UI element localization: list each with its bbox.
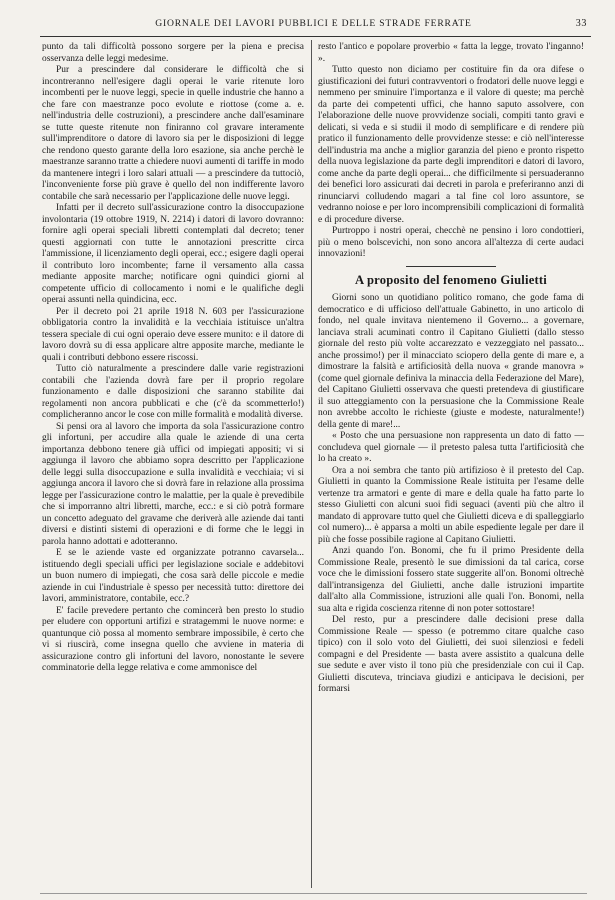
paragraph: E se le aziende vaste ed organizzate potranno cavarsela... istituendo degli speciali uffici per legislazione sociale e addebitovi un buon numero di impiegati, che cosa sarà delle piccole e medie aziende in cui l'industriale è spesso per necessità tutto: direttore dei lavori, amministratore, contabile, ecc.? — [42, 548, 304, 604]
article-title: A proposito del fenomeno Giulietti — [355, 272, 547, 287]
paragraph: Anzi quando l'on. Bonomi, che fu il primo Presidente della Commissione Reale, presentò le sue dimissioni da tal carica, corse voce che le dimissioni fossero state suggerite all'on. Bonomi oltrechè dall'intransigenza del Giulietti, anche dalle istruzioni impartite dall'alto alla Commissione, istruzioni alle quali l'on. Bonomi, nella sua alta e rigida coscienza ritenne di non poter sottostare! — [318, 546, 584, 614]
paragraph: Pur a prescindere dal considerare le difficoltà che si incontreranno nell'esigere dagli operai le varie ritenute loro incombenti per le nuove leggi, specie in quelle industrie che hanno a che fare con maestranze poco evolute e riottose (come a. e. nell'industria delle costruzioni), a prescindere anche dall'esaminare se tutte queste ritenute non finiranno col gravare interamente sull'imprenditore o datore di lavoro sia per le disposizioni di legge che rendono questo garante della loro esazione, sia anche perchè le maestranze saranno tratte a chiedere nuovi aumenti di tariffe in modo da mantenere integri i loro salari attuali — a prescindere da tuttociò, l'inconveniente forse più grave è quello del non indifferente lavoro contabile che sarà necessario per l'applicazione delle nuove leggi. — [42, 65, 304, 202]
page-header — [40, 14, 587, 32]
paragraph: Si pensi ora al lavoro che importa da sola l'assicurazione contro gli infortuni, per accudire alla quale le aziende di una certa importanza debbono tenere già uffici od impiegati appositi; vi si aggiunga il lavoro che abbiamo sopra descritto per l'applicazione delle leggi sulla disoccupazione e sulla invalidità e vecchiaia; vi si aggiunga ancora il lavoro che si dovrà fare in relazione alla prossima legge per l'assicurazione contro le malattie, per la quale è prevedibile che si imporranno altri libretti, marche, ecc.: e si ciò potrà formare un concetto adeguato del gravame che deriverà alle aziende dai tanti diversi e distinti sistemi di operazioni e di forme che le leggi in parola hanno adottati e adotteranno. — [42, 421, 304, 547]
paragraph: Infatti per il decreto sull'assicurazione contro la disoccupazione involontaria (19 ottobre 1919, N. 2214) i datori di lavoro dovranno: fornire agli operai speciali libretti contemplati dal decreto; tener questi aggiornati con tutte le annotazioni prescritte circa l'ammissione, il licenziamento degli operai, ecc.; esigere dagli operai il contributo loro incombente; farne il versamento alla cassa mediante apposite marche; notificare ogni quindici giorni al competente ufficio di collocamento i nomi e le qualifiche degli operai assunti nella quindicina, ecc. — [42, 203, 304, 305]
paragraph: Ora a noi sembra che tanto più artifizioso è il pretesto del Cap. Giulietti in quanto la Commissione Reale istituita per l'esame delle vertenze tra armatori e gente di mare e della quale ha fatto parte lo stesso Giulietti con alcuni suoi fidi seguaci (aventi più che altro il mandato di approvare tutto quel che Giulietti diceva e di spalleggiarlo col numero)... è apparsa a molti un abile espediente legale per dare il più che fosse possibile ragione al Capitano Giulietti. — [318, 465, 584, 545]
journal-title: GIORNALE DEI LAVORI PUBBLICI E DELLE STRADE FERRATE — [155, 17, 472, 29]
paragraph: resto l'antico e popolare proverbio « fatta la legge, trovato l'inganno! ». — [318, 42, 584, 64]
header-rule — [40, 36, 591, 37]
article-body — [318, 293, 584, 696]
right-column — [318, 42, 584, 696]
paragraph: Tutto questo non diciamo per costituire fin da ora difese o giustificazioni dei futuri contravventori o frodatori delle nuove leggi e nemmeno per sminuire l'importanza e il valore di queste; ma perchè da parte dei competenti uffici, che hanno saputo assolvere, con l'elaborazione delle nuove provvidenze sociali, compiti tanto gravi e delicati, si veda e si studii il modo di semplificare e di rendere più pratico il funzionamento delle provvidenze stesse: e ciò nell'interesse dell'industria ma anche a miglior garanzia del pieno e pronto rispetto della nuova legislazione da parte degli imprenditori e datori di lavoro, come anche da parte degli operai... che difficilmente si persuaderanno dei benefici loro assicurati dai decreti in parola e preferiranno anzi di rinunciarvi colludendo magari a tal fine col loro assuntore, se vedranno noiose e per loro incomprensibili complicazioni di formalità e di procedure diverse. — [318, 65, 584, 225]
paragraph: Tutto ciò naturalmente a prescindere dalle varie registrazioni contabili che l'azienda dovrà fare per il proprio regolare funzionamento e dalle disposizioni che saranno stabilite dai regolamenti non ancora pubblicati e che (c'è da scommetterlo!) complicheranno ancor le cose con mille formalità e modalità diverse. — [42, 364, 304, 420]
section-separator — [406, 266, 496, 267]
paragraph: Giorni sono un quotidiano politico romano, che gode fama di democratico e di ufficioso dell'attuale Gabinetto, in uno articolo di fondo, nel quale invitava nientemeno il Governo... a governare, lanciava strali acuminati contro il Capitano Giulietti (dallo stesso giornale del resto più volte accarezzato e vezzeggiato nel passato... anche prossimo!) per il minacciato sciopero della gente di mare e, a dimostrare la falsità e artificiosità della nuova « grande manovra » (come quel giornale definiva la minaccia della Federazione del Mare), del Capitano Giulietti osservava che questi pretendeva di giustificare il suo atteggiamento con la persuasione che la Commissione Reale non avrebbe accolto le richieste (giuste e modeste, naturalmente!) della gente di mare!... — [318, 293, 584, 430]
paragraph: Purtroppo i nostri operai, checchè ne pensino i loro condottieri, più o meno bolscevichi, non sono ancora all'altezza di certe audaci innovazioni! — [318, 226, 584, 259]
column-divider — [311, 40, 312, 888]
bottom-rule — [40, 893, 587, 894]
page-number: 33 — [575, 17, 587, 29]
paragraph: Del resto, pur a prescindere dalle decisioni prese dalla Commissione Reale — spesso (e potremmo citare qualche caso tipico) con il solo voto del Giulietti, dei suoi silenziosi e fedeli compagni e del Presidente — basta avere assistito a qualcuna delle sue sedute e aver visto il tono più che presidenziale con cui il Cap. Giulietti discuteva, trinciava giudizi e anticipava le decisioni, per formarsi — [318, 615, 584, 694]
paragraph: E' facile prevedere pertanto che comincerà ben presto lo studio per eludere con opportuni artifizi e stratagemmi le nuove norme: e quantunque ciò possa al momento sembrare impossibile, è certo che vi si riuscirà, come insegna quello che avviene in materia di assicurazione contro gli infortuni del lavoro, nonostante le severe comminatorie della legge relativa e come ammonisce del — [42, 605, 304, 673]
paragraph: punto da tali difficoltà possono sorgere per la piena e precisa osservanza delle leggi medesime. — [42, 42, 304, 64]
right-column-continuation — [318, 42, 584, 261]
paragraph: Per il decreto poi 21 aprile 1918 N. 603 per l'assicurazione obbligatoria contro la invalidità e la vecchiaia istituisce un'altra tessera speciale di cui ogni operaio deve essere munito: e il datore di lavoro dovrà su di essa applicare altre apposite marche, mediante le quali i contributi debbono essere riscossi. — [42, 306, 304, 363]
left-column — [42, 42, 304, 675]
paragraph: « Posto che una persuasione non rappresenta un dato di fatto — concludeva quel giornale — il pretesto palesa tutta l'artificiosità che lo ha creato ». — [318, 431, 584, 464]
